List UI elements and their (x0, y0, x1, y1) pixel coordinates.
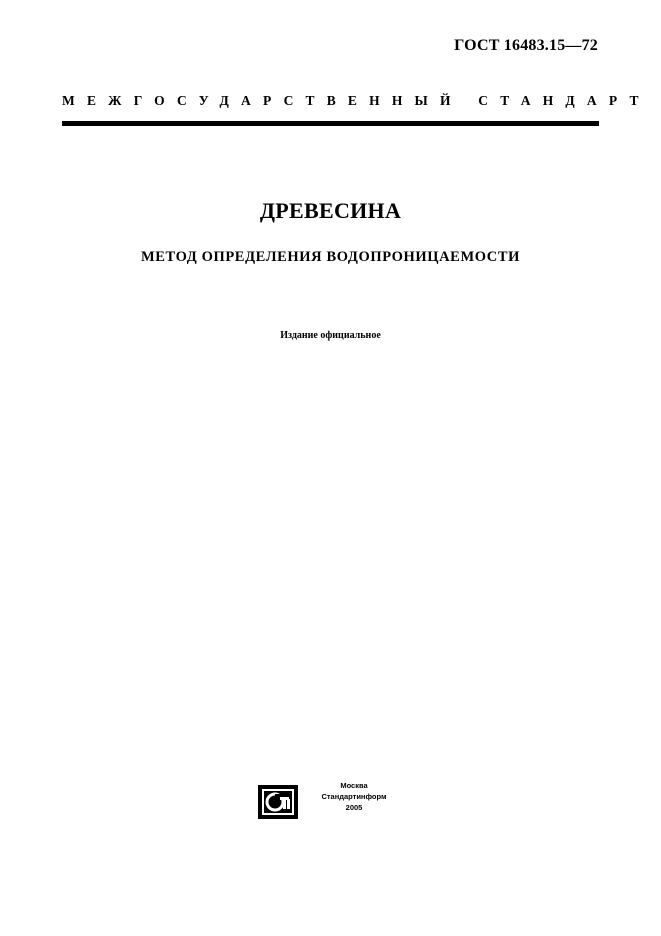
standard-number: ГОСТ 16483.15—72 (454, 37, 598, 54)
header-rule (62, 121, 599, 126)
publisher-imprint (304, 780, 404, 813)
publisher-year: 2005 (345, 803, 363, 812)
standard-type-heading: МЕЖГОСУДАРСТВЕННЫЙ СТАНДАРТ (62, 93, 651, 108)
document-title: ДРЕВЕСИНА (259, 198, 402, 223)
publisher-name: Стандартинформ (321, 792, 387, 801)
standartinform-logo-icon (258, 785, 298, 819)
document-subtitle: МЕТОД ОПРЕДЕЛЕНИЯ ВОДОПРОНИЦАЕМОСТИ (140, 249, 521, 265)
publisher-block (258, 780, 408, 820)
edition-note: Издание официальное (280, 330, 381, 341)
publisher-city: Москва (340, 781, 368, 790)
